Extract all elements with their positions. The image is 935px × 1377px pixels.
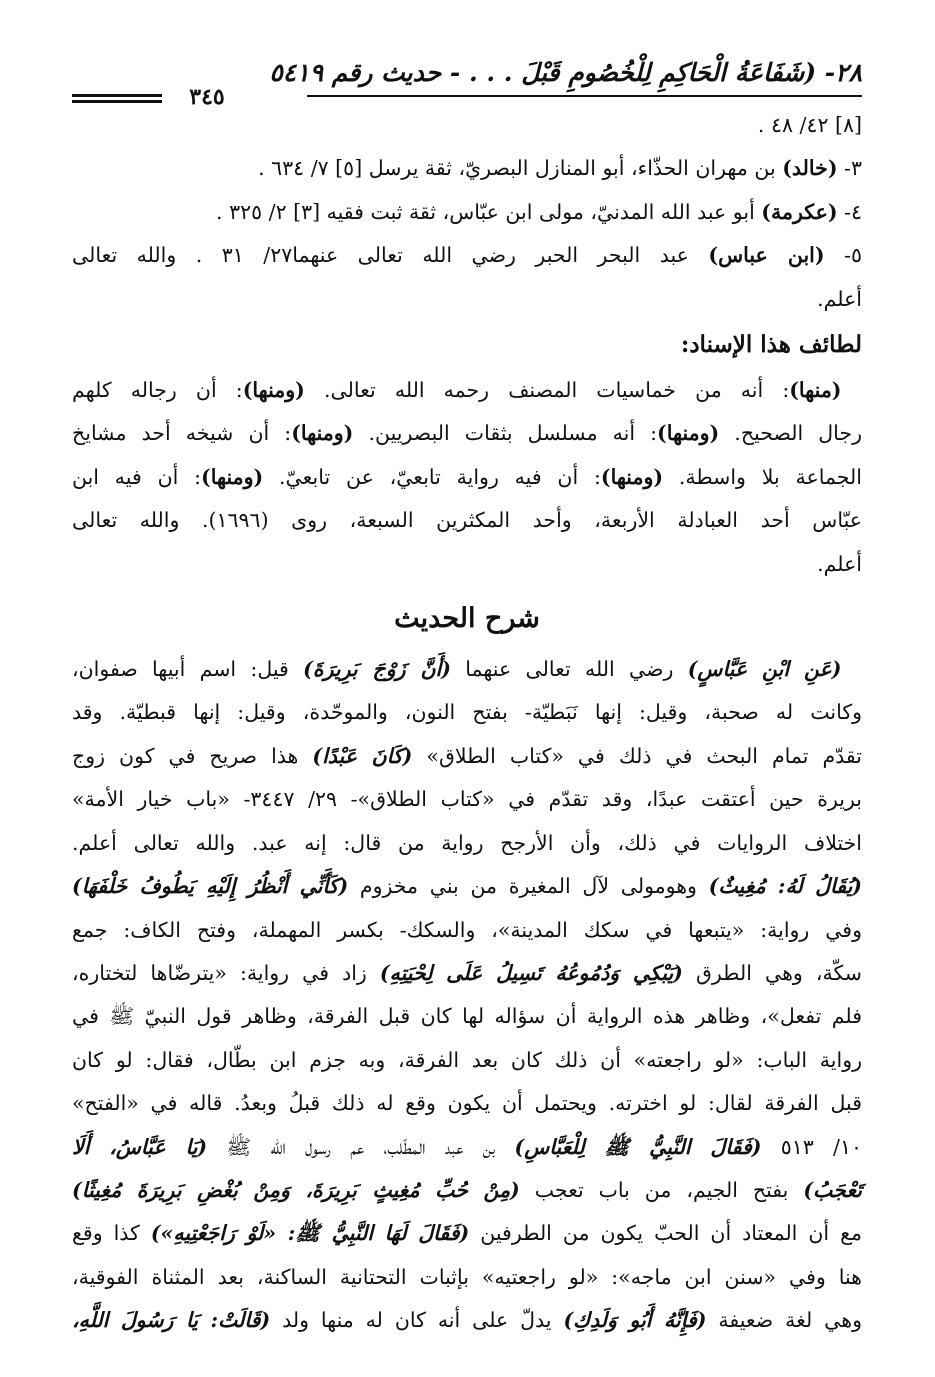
narrator-line-5: أعلم. [817,286,862,311]
text-line: (منها): أنه من خماسيات المصنف رحمه الله تعالى. (ومنها): أن رجاله كلهم [72,378,842,403]
page-number: ٣٤٥ [189,84,225,110]
text-line: ١٠/ ٥١٣ (فَقَالَ النَّبِيُّ ﷺ لِلْعَبَّاسِ) بن عبد المطّلب، عم رسول الله ﷺ (يَا عَبَّاسُ، أَلَا [72,1134,862,1159]
text-line: اختلاف الروايات في ذلك، وأن الأرجح رواية من قال: إنه عبد. والله تعالى أعلم. [72,830,862,855]
text-line: هنا وفي «سنن ابن ماجه»: «لو راجعتيه» بإثبات التحتانية الساكنة، بعد المثناة الفوقية، [72,1264,862,1289]
text-line: وهي لغة ضعيفة (فَإِنَّهُ أَبُو وَلَدِكِ) يدلّ على أنه كان له منها ولد (قَالَتْ: يَا رَسُولَ اللَّهِ، [72,1308,862,1333]
text-line: (يُقَالُ لَهُ: مُغِيثٌ) وهومولى لآل المغيرة من بني مخزوم (كَأَنِّي أَنْظُرُ إِلَيْهِ يَطُوفُ خَلْفَهَا) [72,874,862,899]
narrator-line-1: [٨] ٤٢/ ٤٨ . [757,113,862,137]
text-line: فلم تفعل»، وظاهر هذه الرواية أن سؤاله لها كان قبل الفرقة، وظاهر قول النبيّ ﷺ في [72,1004,862,1029]
text-line: مع أن المعتاد أن الحبّ يكون من الطرفين (فَقَالَ لَهَا النَّبِيُّ ﷺ: «لَوْ رَاجَعْتِيهِ») كذا وقع [72,1221,862,1246]
text-line: أعلم. [817,551,862,576]
sharh-heading: شرح الحديث [394,603,540,635]
text-line: رجال الصحيح. (ومنها): أنه مسلسل بثقات البصريين. (ومنها): أن شيخه أحد مشايخ [72,421,863,446]
text-line: عبّاس أحد العبادلة الأربعة، وأحد المكثرين السبعة، روى (١٦٩٦). والله تعالى [72,508,862,533]
narrator-line-3: ٤- (عكرمة) أبو عبد الله المدنيّ، مولى ابن عبّاس، ثقة ثبت فقيه [٣] ٢/ ٣٢٥ . [216,199,862,224]
narrator-line-2: ٣- (خالد) بن مهران الحذّاء، أبو المنازل البصريّ، ثقة يرسل [٥] ٧/ ٦٣٤ . [258,156,862,181]
text-line: الجماعة بلا واسطة. (ومنها): أن فيه رواية تابعيّ، عن تابعيّ. (ومنها): أن فيه ابن [72,464,862,489]
text-line: تَعْجَبُ) بفتح الجيم، من باب تعجب (مِنْ حُبِّ مُغِيثٍ بَرِيرَةَ، وَمِنْ بُغْضِ بَرِيرَةَ مُغِيثًا) [72,1177,862,1202]
sharh-paragraph [72,648,862,1343]
header-rule [307,95,862,97]
header-ornament-lines [72,94,162,106]
narrator-name: (خالد) [782,156,838,181]
text-line: سكّة، وهي الطرق (يَبْكِي وَدُمُوعُهُ تَسِيلُ عَلَى لِحْيَتِهِ) زاد في رواية: «يترضّاها لتختاره، [72,960,862,985]
lataif-paragraph [72,369,862,586]
header-title: ٢٨- (شَفَاعَةُ الْحَاكِمِ لِلْخُصُومِ قَبْلَ . . . - حديث رقم ٥٤١٩ [269,58,862,87]
text-line: وكانت له صحبة، وقيل: إنها نَبَطيّة- بفتح النون، والموحّدة، وقيل: إنها قبطيّة. وقد [72,700,862,725]
text-line: بريرة حين أعتقت عبدًا، وقد تقدّم في «كتاب الطلاق»- ٢٩/ ٣٤٤٧- «باب خيار الأمة» [72,787,862,812]
text-line: قبل الفرقة لقال: لو اخترته. ويحتمل أن يكون وقع له ذلك قبلُ وبعدُ. قاله في «الفتح» [72,1091,862,1116]
text-line: (عَنِ ابْنِ عَبَّاسٍ) رضي الله تعالى عنهما (أَنَّ زَوْجَ بَرِيرَةَ) قيل: اسم أبيها صفوان، [72,657,842,682]
narrators-section [72,104,862,321]
text-line: تقدّم تمام البحث في ذلك في «كتاب الطلاق» (كَانَ عَبْدًا) هذا صريح في كون زوج [72,743,862,768]
narrator-name: (عكرمة) [761,199,838,224]
running-header [72,50,862,110]
page [72,50,862,1343]
text-line: رواية الباب: «لو راجعته» أن ذلك كان بعد الفرقة، وبه جزم ابن بطّال، فقال: لو كان [72,1047,862,1072]
narrator-line-4: ٥- (ابن عباس) عبد البحر الحبر رضي الله تعالى عنهما٢٧/ ٣١ . والله تعالى [72,243,863,268]
narrator-name: (ابن عباس) [708,243,825,268]
lataif-heading: لطائف هذا الإسناد: [680,331,862,359]
text-line: وفي رواية: «يتبعها في سكك المدينة»، والسكك- بكسر المهملة، وفتح الكاف: جمع [72,917,862,942]
